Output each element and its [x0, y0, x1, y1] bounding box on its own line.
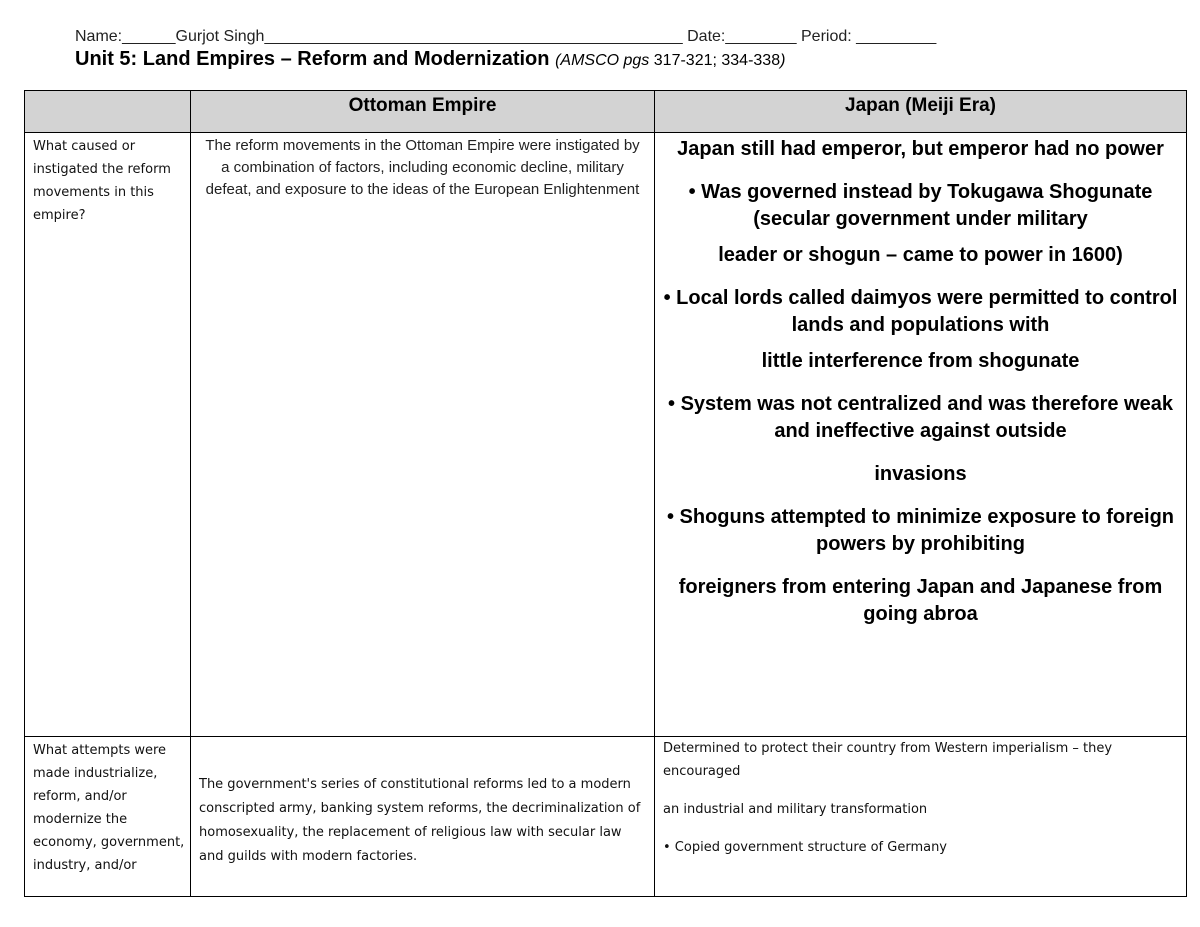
textbook-reference [555, 52, 785, 69]
japan-answer-paragraph: • Local lords called daimyos were permitted to control lands and populations with [663, 287, 1178, 336]
ottoman-answer-cell[interactable]: The reform movements in the Ottoman Empire were instigated by a combination of factors, including economic decline, military defeat, and exposure to the ideas of the European Enlightenment [191, 133, 655, 737]
reference-suffix: ) [780, 52, 786, 69]
question-cell[interactable]: What caused or instigated the reform movements in this empire? [25, 133, 191, 737]
japan-answer-paragraph: • Was governed instead by Tokugawa Shogunate (secular government under military [688, 181, 1153, 230]
column-header-blank [25, 91, 191, 133]
japan-answer-cell[interactable] [655, 737, 1187, 897]
japan-answer-paragraph: invasions [874, 463, 967, 485]
japan-answer-paragraph: • Shoguns attempted to minimize exposure to foreign powers by prohibiting [666, 506, 1175, 555]
japan-answer-paragraph: Determined to protect their country from Western imperialism – they encouraged [663, 741, 1113, 779]
japan-answer-paragraph: Japan still had emperor, but emperor had no power [677, 138, 1164, 160]
japan-answer-paragraph: • System was not centralized and was therefore weak and ineffective against outside [668, 393, 1173, 442]
graphic-organizer-table [24, 90, 1187, 897]
japan-answer-paragraph: • Copied government structure of Germany [663, 840, 948, 855]
column-header-ottoman: Ottoman Empire [191, 91, 655, 133]
japan-answer-paragraph: little interference from shogunate [761, 350, 1080, 372]
page-title-line [75, 48, 785, 71]
ottoman-answer-cell[interactable]: The government's series of constitutional reforms led to a modern conscripted army, banking system reforms, the decriminalization of homosexuality, the replacement of religious law with secular law and guilds with modern factories. [191, 737, 655, 897]
reference-pages: 317-321; 334-338 [653, 52, 781, 69]
table-row [25, 133, 1187, 737]
column-header-japan: Japan (Meiji Era) [655, 91, 1187, 133]
japan-answer-cell[interactable] [655, 133, 1187, 737]
japan-answer-paragraph: an industrial and military transformation [663, 802, 928, 817]
question-cell[interactable]: What attempts were made industrialize, reform, and/or modernize the economy, government, industry, and/or [25, 737, 191, 897]
japan-answer-paragraph: leader or shogun – came to power in 1600) [718, 244, 1123, 266]
name-date-period-line: Name:______Gurjot Singh_______________________________________________ Date:________ Period: _________ [75, 28, 937, 45]
reference-prefix: (AMSCO pgs [555, 52, 650, 69]
table-row [25, 737, 1187, 897]
page-title: Unit 5: Land Empires – Reform and Modernization [75, 48, 550, 70]
japan-answer-paragraph: foreigners from entering Japan and Japanese from going abroa [678, 576, 1163, 625]
table-header-row [25, 91, 1187, 133]
